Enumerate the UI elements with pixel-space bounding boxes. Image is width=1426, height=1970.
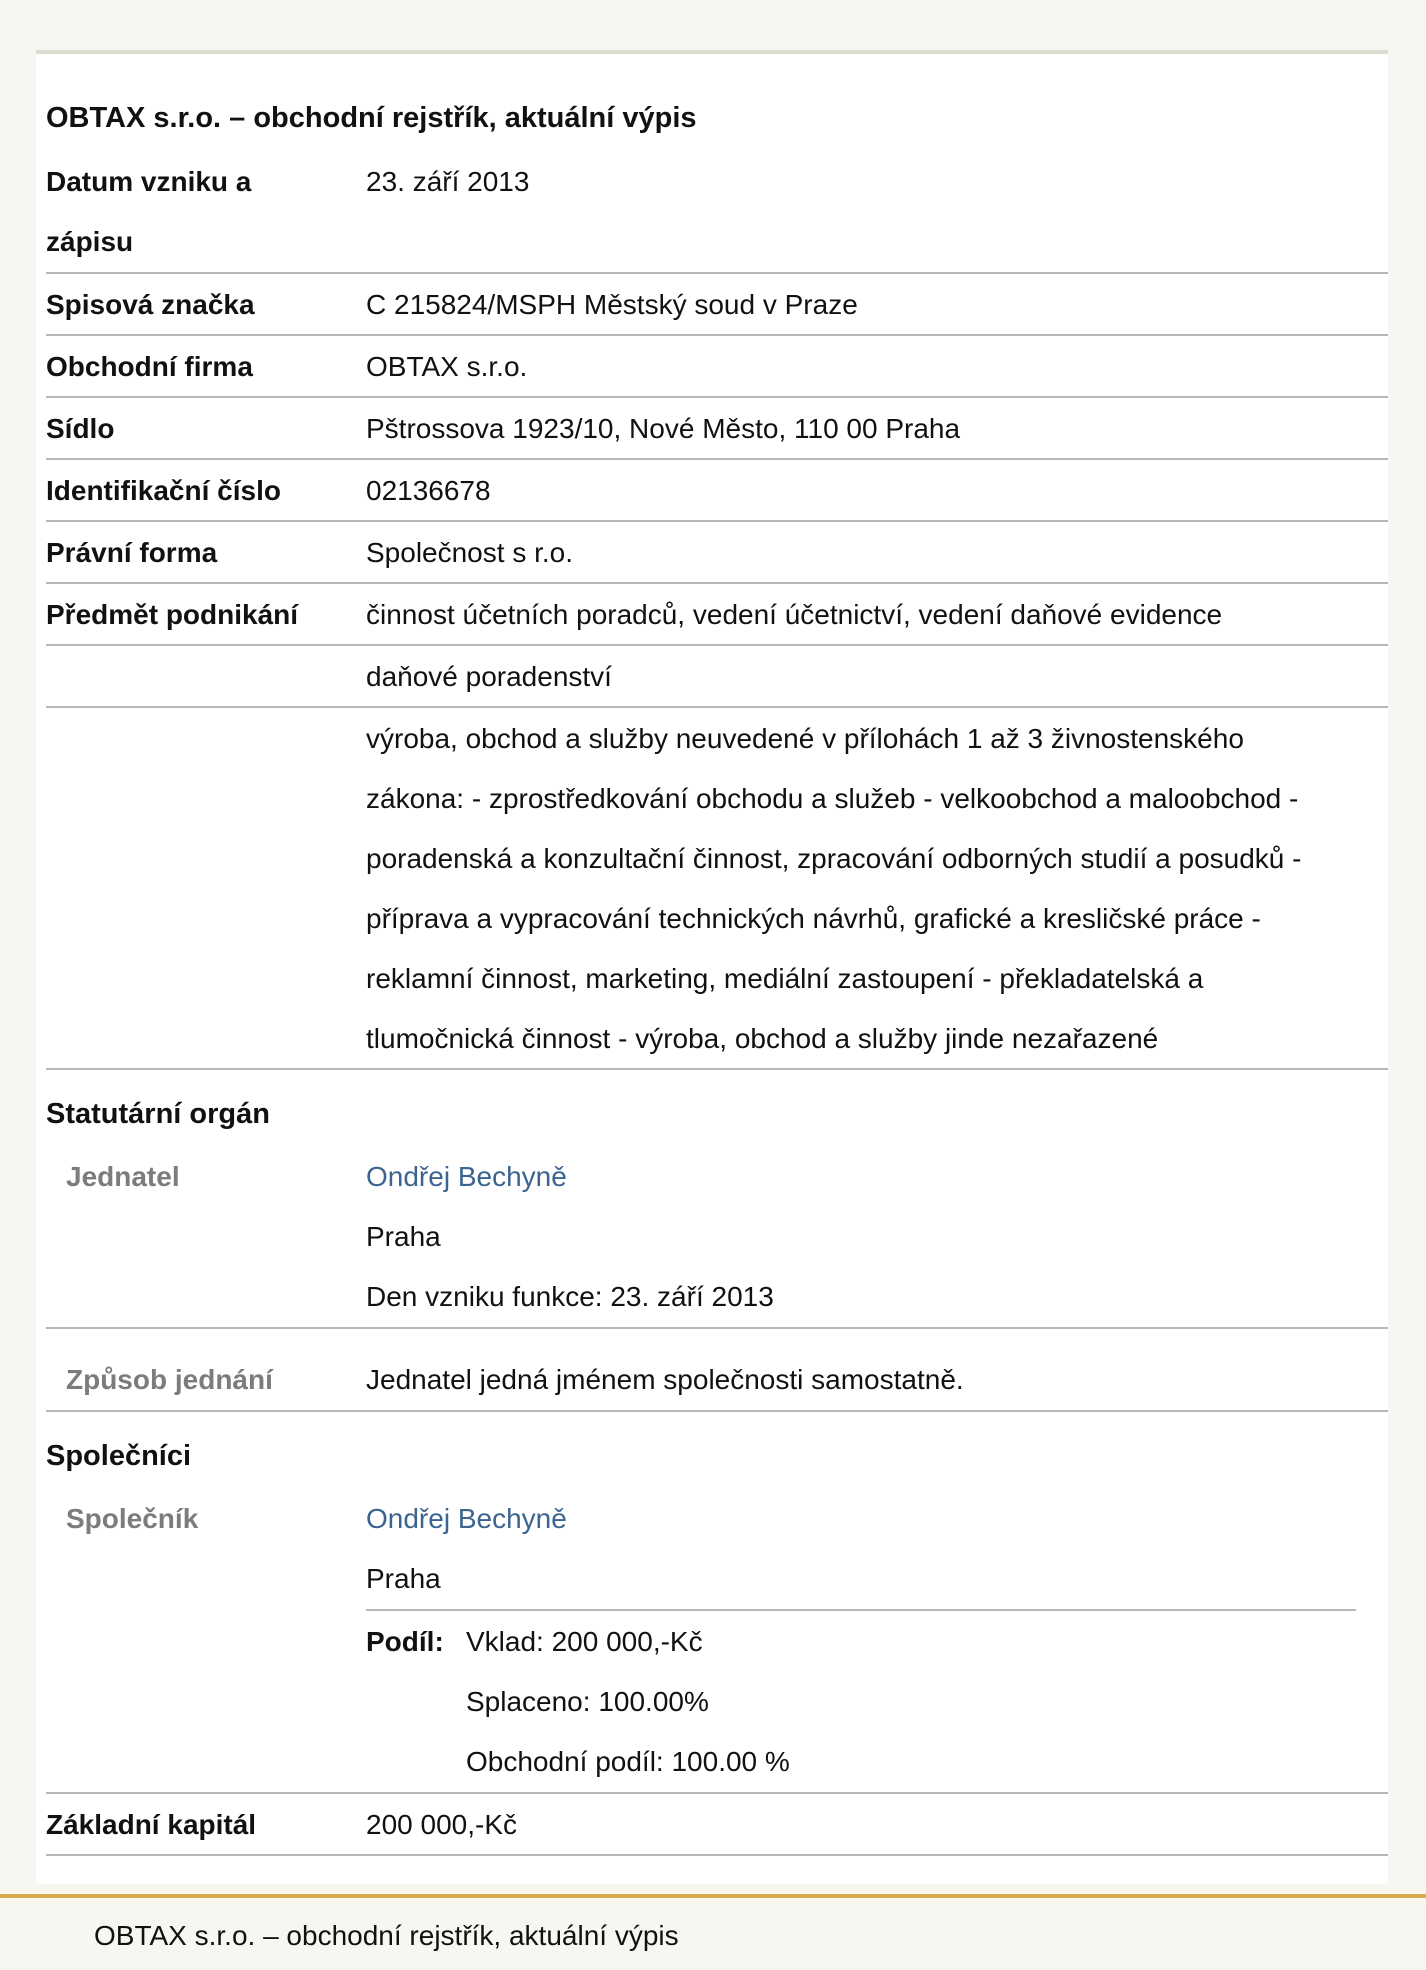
- label-obchodni-firma: Obchodní firma: [46, 351, 253, 382]
- row-divider: [46, 582, 1388, 584]
- row-divider: [46, 396, 1388, 398]
- section-heading-spolecnici: Společníci: [46, 1440, 192, 1472]
- row-divider: [46, 1068, 1388, 1070]
- row-divider: [46, 334, 1388, 336]
- row-divider: [46, 272, 1388, 274]
- page-title: OBTAX s.r.o. – obchodní rejstřík, aktuální výpis: [46, 102, 697, 134]
- link-jednatel-name[interactable]: Ondřej Bechyně: [366, 1161, 567, 1192]
- value-jednatel-city: Praha: [366, 1221, 441, 1252]
- value-predmet-item-line: poradenská a konzultační činnost, zpracování odborných studií a posudků -: [366, 843, 1302, 874]
- label-zpusob-jednani: Způsob jednání: [66, 1364, 273, 1395]
- value-zakladni-kapital: 200 000,-Kč: [366, 1809, 517, 1840]
- value-spisova-znacka: C 215824/MSPH Městský soud v Praze: [366, 289, 858, 320]
- row-divider: [46, 1410, 1388, 1412]
- value-identifikacni-cislo: 02136678: [366, 475, 491, 506]
- value-predmet-item-line: reklamní činnost, marketing, mediální zastoupení - překladatelská a: [366, 963, 1204, 994]
- value-predmet-item-line: výroba, obchod a služby neuvedené v přílohách 1 až 3 živnostenského: [366, 723, 1244, 754]
- value-predmet-item-line: příprava a vypracování technických návrhů, grafické a kresličské práce -: [366, 903, 1261, 934]
- label-datum-vzniku-cont: zápisu: [46, 226, 134, 257]
- label-pravni-forma: Právní forma: [46, 537, 218, 568]
- label-spolecnik: Společník: [66, 1503, 199, 1534]
- label-podil: Podíl:: [366, 1626, 444, 1657]
- value-spolecnik-city: Praha: [366, 1563, 441, 1594]
- label-identifikacni-cislo: Identifikační číslo: [46, 475, 281, 506]
- value-pravni-forma: Společnost s r.o.: [366, 537, 574, 568]
- footer-title: OBTAX s.r.o. – obchodní rejstřík, aktuální výpis: [94, 1920, 679, 1951]
- label-datum-vzniku: Datum vzniku a: [46, 166, 252, 197]
- value-predmet-item-line: tlumočnická činnost - výroba, obchod a služby jinde nezařazené: [366, 1023, 1159, 1054]
- value-predmet-item: činnost účetních poradců, vedení účetnictví, vedení daňové evidence: [366, 599, 1223, 630]
- link-spolecnik-name[interactable]: Ondřej Bechyně: [366, 1503, 567, 1534]
- section-heading-statutarni-organ: Statutární orgán: [46, 1098, 270, 1130]
- value-vklad: Vklad: 200 000,-Kč: [466, 1626, 703, 1657]
- value-predmet-item-line: zákona: - zprostředkování obchodu a služeb - velkoobchod a maloobchod -: [366, 783, 1299, 814]
- value-zpusob-jednani: Jednatel jedná jménem společnosti samostatně.: [366, 1364, 964, 1395]
- label-sidlo: Sídlo: [46, 413, 115, 444]
- label-zakladni-kapital: Základní kapitál: [46, 1809, 257, 1840]
- value-sidlo: Pštrossova 1923/10, Nové Město, 110 00 Praha: [366, 413, 961, 444]
- row-divider: [46, 706, 1388, 708]
- row-divider: [46, 520, 1388, 522]
- row-divider: [46, 1327, 1388, 1329]
- row-divider: [46, 644, 1388, 646]
- value-obchodni-firma: OBTAX s.r.o.: [366, 351, 528, 382]
- value-obchodni-podil: Obchodní podíl: 100.00 %: [466, 1746, 790, 1777]
- label-predmet-podnikani: Předmět podnikání: [46, 599, 299, 630]
- label-jednatel: Jednatel: [66, 1161, 180, 1192]
- value-datum-vzniku: 23. září 2013: [366, 166, 530, 197]
- label-spisova-znacka: Spisová značka: [46, 289, 255, 320]
- row-divider: [46, 1792, 1388, 1794]
- value-jednatel-since: Den vzniku funkce: 23. září 2013: [366, 1281, 774, 1312]
- row-divider: [46, 1854, 1388, 1856]
- row-divider: [46, 458, 1388, 460]
- podil-divider: [366, 1609, 1356, 1611]
- value-splaceno: Splaceno: 100.00%: [466, 1686, 709, 1717]
- value-predmet-item: daňové poradenství: [366, 661, 612, 692]
- footer-divider: [0, 1894, 1426, 1898]
